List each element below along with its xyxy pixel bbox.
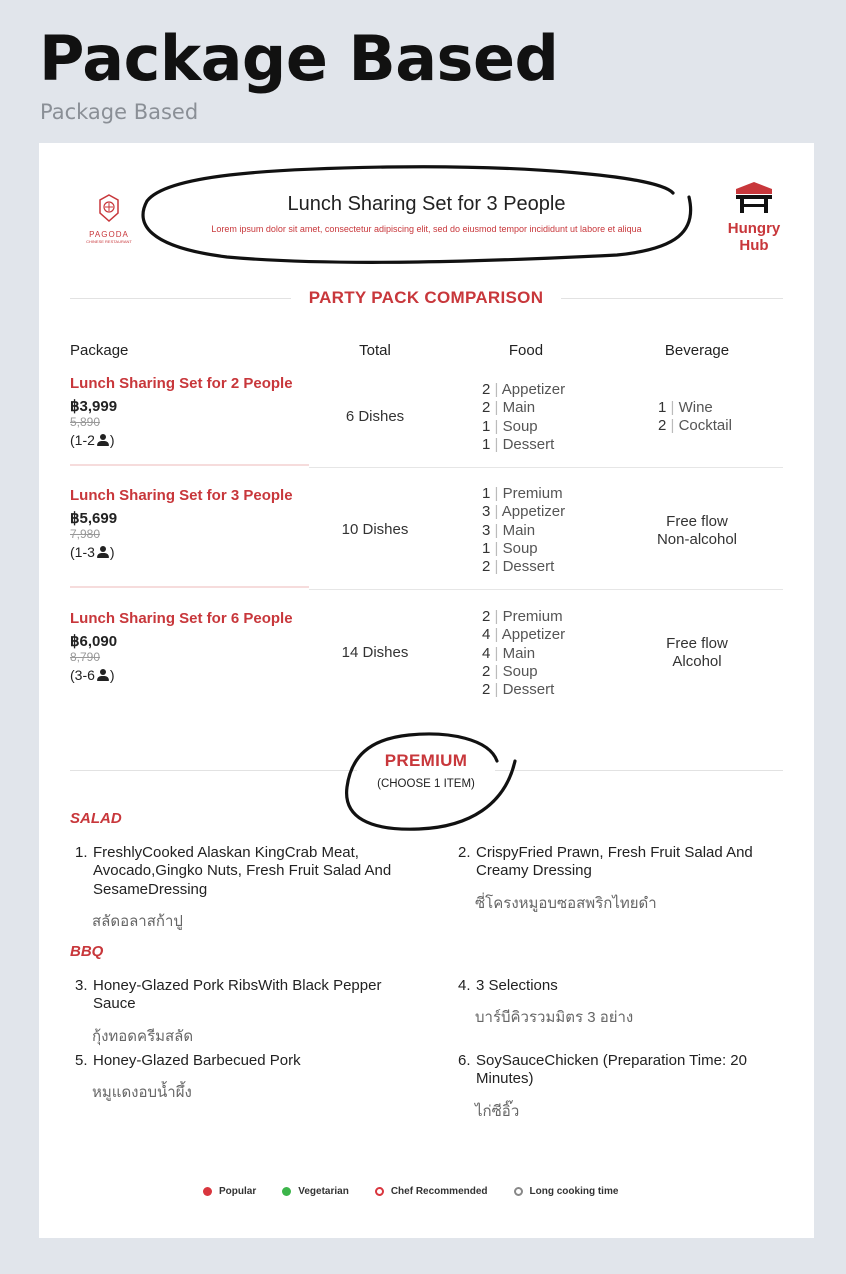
legend-chef-recommended: Chef Recommended: [375, 1186, 488, 1197]
package-old-price: 7,980: [70, 527, 101, 541]
row-2-beverage: Free flow Non-alcohol: [656, 513, 738, 549]
col-header-beverage: Beverage: [664, 342, 730, 359]
clock-icon: [514, 1187, 523, 1196]
col-header-package: Package: [70, 342, 129, 359]
page-subtitle: Package Based: [40, 100, 199, 124]
food-line: 2 | Main: [482, 399, 536, 417]
package-price: ฿3,999: [70, 398, 118, 415]
package-price: ฿6,090: [70, 633, 118, 650]
pagoda-logo-subtext: CHINESE RESTAURANT: [86, 239, 132, 244]
premium-item-2: 2. CrispyFried Prawn, Fresh Fruit Salad And Creamy Dressing ซี่โครงหมูอบซอสพริกไทยดำ: [458, 844, 778, 915]
food-line: 3 | Appetizer: [482, 503, 566, 521]
row-2-total: 10 Dishes: [341, 521, 409, 538]
row-1-total: 6 Dishes: [345, 408, 405, 425]
col-header-total: Total: [359, 342, 391, 359]
package-pax: (3-6 ): [70, 667, 115, 683]
package-price: ฿5,699: [70, 510, 118, 527]
legend-popular: Popular: [203, 1186, 256, 1197]
item-thai-name: หมูแดงอบน้ำผึ้ง: [92, 1084, 192, 1102]
food-line: 2 | Dessert: [482, 681, 555, 699]
package-old-price: 5,890: [70, 415, 101, 429]
row-3-food: [482, 608, 565, 699]
category-bbq: BBQ: [70, 943, 104, 960]
food-line: 4 | Main: [482, 644, 536, 662]
food-line: 2 | Appetizer: [482, 381, 566, 398]
row-1-food: [482, 381, 565, 454]
section-divider-right: [561, 298, 783, 299]
premium-item-4: 4. 3 Selections บาร์บีคิวรวมมิตร 3 อย่าง: [458, 977, 778, 1029]
hungry-hub-line1: Hungry: [727, 220, 781, 237]
category-salad: SALAD: [70, 810, 122, 827]
item-thai-name: สลัดอลาสก้าปู: [92, 912, 183, 930]
header-description: Lorem ipsum dolor sit amet, consectetur adipiscing elit, sed do eiusmod tempor incididunt ut labore et aliqua: [211, 224, 642, 234]
hungry-hub-logo: [721, 181, 787, 254]
food-line: 2 | Premium: [482, 608, 563, 625]
row-divider: [309, 589, 783, 590]
hand-drawn-circle-premium: [339, 725, 521, 835]
food-line: 1 | Soup: [482, 539, 538, 557]
legend-vegetarian: Vegetarian: [282, 1186, 349, 1197]
person-icon: [97, 546, 109, 558]
row-divider: [309, 467, 783, 468]
food-line: 1 | Premium: [482, 485, 563, 502]
chef-hat-icon: [375, 1187, 384, 1196]
pagoda-seal-icon: [96, 193, 122, 223]
person-icon: [97, 669, 109, 681]
premium-item-5: 5. Honey-Glazed Barbecued Pork หมูแดงอบน้ำผึ้ง: [75, 1052, 405, 1104]
premium-item-1: 1. FreshlyCooked Alaskan KingCrab Meat, Avocado,Gingko Nuts, Fresh Fruit Salad And SesameDressing สลัดอลาสก้าปู: [75, 844, 405, 933]
row-3-total: 14 Dishes: [341, 644, 409, 661]
row-1-beverage: [658, 399, 732, 436]
premium-subtitle: (CHOOSE 1 ITEM): [377, 778, 475, 790]
item-thai-name: ไก่ซีอิ๊ว: [475, 1102, 520, 1120]
pagoda-logo-text: PAGODA: [89, 230, 129, 239]
row-2-food: [482, 485, 565, 576]
legend: [203, 1186, 644, 1197]
leaf-icon: [282, 1187, 291, 1196]
col-header-food: Food: [508, 342, 544, 359]
package-name: Lunch Sharing Set for 2 People: [70, 375, 293, 392]
package-pax: (1-2 ): [70, 432, 115, 448]
comparison-title: PARTY PACK COMPARISON: [308, 288, 544, 307]
food-line: 3 | Main: [482, 521, 536, 539]
beverage-line: 1 | Wine: [658, 399, 713, 416]
item-thai-name: ซี่โครงหมูอบซอสพริกไทยดำ: [475, 894, 657, 912]
pagoda-logo: [83, 193, 135, 244]
header-title: Lunch Sharing Set for 3 People: [287, 193, 566, 215]
row-divider: [70, 464, 309, 466]
food-line: 1 | Dessert: [482, 435, 555, 453]
page-title: Package Based: [39, 22, 559, 95]
package-name: Lunch Sharing Set for 6 People: [70, 610, 293, 627]
food-line: 4 | Appetizer: [482, 626, 566, 644]
item-thai-name: บาร์บีคิวรวมมิตร 3 อย่าง: [475, 1009, 634, 1027]
food-line: 2 | Soup: [482, 662, 538, 680]
package-old-price: 8,790: [70, 650, 101, 664]
food-line: 1 | Soup: [482, 417, 538, 435]
row-divider: [70, 586, 309, 588]
menu-sheet: [39, 143, 814, 1238]
package-pax: (1-3 ): [70, 544, 115, 560]
beverage-line: 2 | Cocktail: [658, 417, 732, 435]
premium-title: PREMIUM: [384, 751, 468, 770]
package-name: Lunch Sharing Set for 3 People: [70, 487, 293, 504]
package-row-1: [70, 375, 293, 448]
package-row-3: [70, 610, 293, 683]
row-3-beverage: Free flow Alcohol: [666, 635, 728, 671]
premium-item-3: 3. Honey-Glazed Pork RibsWith Black Pepper Sauce กุ้งทอดครีมสลัด: [75, 977, 395, 1048]
section-divider-left: [70, 298, 291, 299]
legend-long-cooking: Long cooking time: [514, 1186, 619, 1197]
premium-item-6: 6. SoySauceChicken (Preparation Time: 20 Minutes) ไก่ซีอิ๊ว: [458, 1052, 758, 1123]
table-icon: [732, 181, 776, 215]
hungry-hub-line2: Hub: [739, 237, 769, 254]
food-line: 2 | Dessert: [482, 558, 555, 576]
star-icon: [203, 1187, 212, 1196]
package-row-2: [70, 487, 293, 560]
item-thai-name: กุ้งทอดครีมสลัด: [92, 1027, 194, 1045]
person-icon: [97, 434, 109, 446]
